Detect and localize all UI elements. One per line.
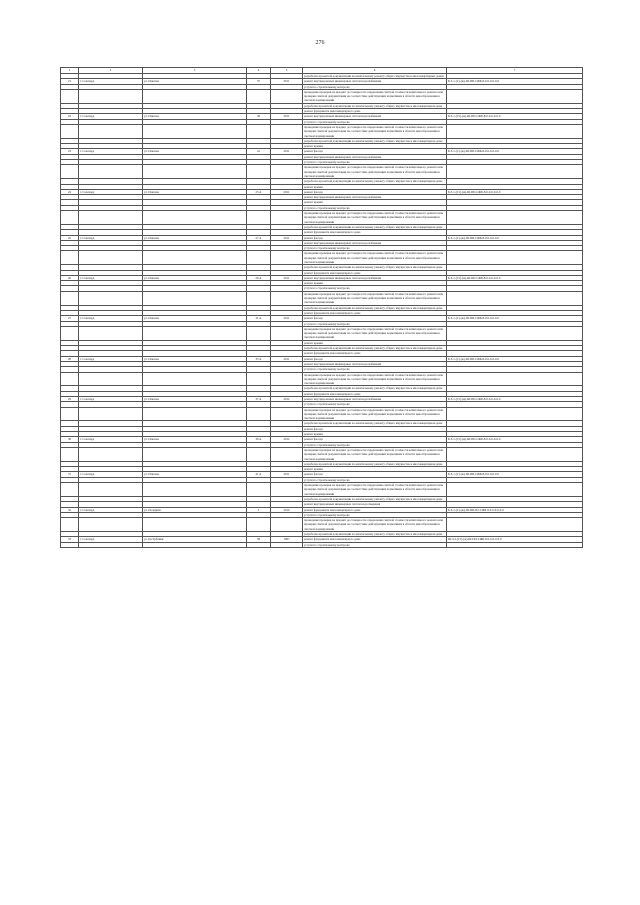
cell-code: Б-3-1-(Ст)-(ж)-Ш-ПП-СЖБ-8-0-0-0-0-0-0 (447, 114, 583, 119)
cell-code (447, 518, 583, 532)
cell-number (61, 89, 79, 103)
cell-work: услуги по строительному контролю (303, 542, 447, 547)
cell-street (143, 483, 247, 497)
cell-number (61, 124, 79, 138)
cell-work: проведение проверки на предмет достоверности определения сметной стоимости капитального ремонта или проверки сметной документации на соответствие действующим нормативам в области ценообразования в сметном нормировании (303, 251, 447, 265)
cell-number: 30 (61, 437, 79, 442)
cell-street: ул. Павлова (143, 316, 247, 321)
cell-work: услуги по строительному контролю (303, 477, 447, 482)
cell-work: ремонт крыши (303, 432, 447, 437)
cell-code (447, 251, 583, 265)
cell-work: ремонт фундамента многоквартирного дома (303, 109, 447, 114)
cell-city: г. Салехард (79, 189, 143, 194)
cell-code (447, 124, 583, 138)
cell-code: Б-3-1-(С)-(ж)-Ш-ПП-СЖБ-8-0-0-0-0-0-0 (447, 316, 583, 321)
cell-city: г. Салехард (79, 472, 143, 477)
cell-street (143, 89, 247, 103)
cell-street (143, 124, 247, 138)
cell-house: 35 А (247, 356, 271, 361)
cell-city (79, 124, 143, 138)
cell-code: Б-3-1-(С)-(ж)-Ш-ПП-СЖБ-8-0-0-0-0-0-0 (447, 235, 583, 240)
col-header: 5 (271, 68, 303, 74)
cell-number: 22 (61, 114, 79, 119)
cell-street (143, 372, 247, 386)
cell-work: ремонт фундамента многоквартирного дома (303, 230, 447, 235)
cell-house: 41 А (247, 472, 271, 477)
cell-number (61, 483, 79, 497)
cell-number: 21 (61, 79, 79, 84)
cell-work: услуги по строительному контролю (303, 402, 447, 407)
cell-street (143, 542, 247, 547)
cell-work: услуги по строительному контролю (303, 246, 447, 251)
cell-work: проведение проверки на предмет достоверности определения сметной стоимости капитального ремонта или проверки сметной документации на соответствие действующим нормативам в области ценообразования в сметном нормировании (303, 124, 447, 138)
cell-year (271, 211, 303, 225)
cell-city (79, 372, 143, 386)
cell-house: 25 А (247, 189, 271, 194)
cell-year (271, 165, 303, 179)
table-body (61, 74, 583, 548)
cell-street (143, 326, 247, 340)
cell-house (247, 518, 271, 532)
cell-work: ремонт фундамента многоквартирного дома (303, 537, 447, 542)
cell-house (247, 165, 271, 179)
cell-city (79, 542, 143, 547)
cell-work: ремонт фундамента многоквартирного дома (303, 310, 447, 315)
cell-work: услуги по строительному контролю (303, 205, 447, 210)
cell-city: г. Салехард (79, 397, 143, 402)
cell-city: г. Салехард (79, 79, 143, 84)
cell-work: разработка проектной документации по капитальному ремонту общего имущества в многоквартирном доме (303, 461, 447, 466)
cell-code: Б-3-1-(С)-(ж)-Ш-ПП-СЖБ-8-0-0-0-0-0-0 (447, 356, 583, 361)
table-row (61, 518, 583, 532)
cell-number (61, 165, 79, 179)
cell-work: разработка проектной документации по капитальному ремонту общего имущества в многоквартирном доме (303, 305, 447, 310)
cell-street: ул. Павлова (143, 472, 247, 477)
cell-work: проведение проверки на предмет достоверности определения сметной стоимости капитального ремонта или проверки сметной документации на соответствие действующим нормативам в области ценообразования в сметном нормировании (303, 483, 447, 497)
cell-code (447, 211, 583, 225)
cell-work: ремонт фасада (303, 356, 447, 361)
cell-house (247, 447, 271, 461)
cell-city: г. Салехард (79, 356, 143, 361)
cell-street: ул. Павлова (143, 114, 247, 119)
cell-street: ул. Павлова (143, 189, 247, 194)
cell-number: 32 (61, 507, 79, 512)
cell-number (61, 211, 79, 225)
cell-work: разработка проектной документации по капитальному ремонту общего имущества в многоквартирном доме (303, 265, 447, 270)
cell-street: ул. Павлова (143, 437, 247, 442)
cell-code (447, 165, 583, 179)
cell-work: проведение проверки на предмет достоверности определения сметной стоимости капитального ремонта или проверки сметной документации на соответствие действующим нормативам в области ценообразования в сметном нормировании (303, 211, 447, 225)
cell-city: г. Салехард (79, 437, 143, 442)
cell-house: 27 А (247, 235, 271, 240)
cell-house: 39 А (247, 437, 271, 442)
cell-work: разработка проектной документации по капитальному ремонту общего имущества в многоквартирном доме (303, 138, 447, 143)
cell-house: 39 (247, 114, 271, 119)
cell-code (447, 542, 583, 547)
cell-street (143, 211, 247, 225)
cell-city: г. Салехард (79, 275, 143, 280)
cell-code: Б-3-1-(Ст)-(ж)-Ш-ПП-СЖБ-8-0-0-0-0-0-0 (447, 397, 583, 402)
cell-code (447, 483, 583, 497)
cell-code: Б-3-1-(Ст)-(ж)-Ш-ПП-СЖБ-8-0-0-0-0-0-0 (447, 437, 583, 442)
cell-work: разработка проектной документации по капитальному ремонту общего имущества в многоквартирном доме (303, 103, 447, 108)
cell-work: ремонт внутридомовых инженерных систем водоснабжения (303, 240, 447, 245)
cell-year: 1997 (271, 537, 303, 542)
cell-work: ремонт фундамента многоквартирного дома (303, 507, 447, 512)
cell-work: ремонт фундамента многоквартирного дома (303, 391, 447, 396)
cell-work: проведение проверки на предмет достоверности определения сметной стоимости капитального ремонта или проверки сметной документации на соответствие действующим нормативам в области ценообразования в сметном нормировании (303, 447, 447, 461)
cell-work: ремонт фасада (303, 426, 447, 431)
cell-house (247, 483, 271, 497)
cell-code: Б-3-1-(Ст)-(ж)-Ш-ПП-СЖБ-8-0-0-0-0-0-0 (447, 189, 583, 194)
col-header: 6 (303, 68, 447, 74)
cell-work: разработка проектной документации по капитальному ремонту общего имущества в многоквартирном доме (303, 496, 447, 501)
cell-year (271, 124, 303, 138)
cell-house (247, 251, 271, 265)
cell-street (143, 407, 247, 421)
cell-year: 2011 (271, 189, 303, 194)
table-row (61, 165, 583, 179)
table-row (61, 542, 583, 547)
cell-number: 23 (61, 149, 79, 154)
cell-house: 29 А (247, 275, 271, 280)
page-number: 276 (315, 40, 325, 46)
cell-number (61, 542, 79, 547)
cell-code (447, 407, 583, 421)
cell-work: ремонт фасада (303, 149, 447, 154)
cell-work: ремонт фасада (303, 189, 447, 194)
cell-street: ул. Павлова (143, 235, 247, 240)
cell-work: ремонт фасада (303, 316, 447, 321)
table-row (61, 124, 583, 138)
cell-number (61, 447, 79, 461)
cell-city (79, 89, 143, 103)
cell-work: услуги по строительному контролю (303, 119, 447, 124)
cell-number: 25 (61, 235, 79, 240)
cell-work: ремонт фундамента многоквартирного дома (303, 270, 447, 275)
cell-work: услуги по строительному контролю (303, 286, 447, 291)
cell-number: 24 (61, 189, 79, 194)
cell-city (79, 165, 143, 179)
cell-year (271, 89, 303, 103)
cell-number (61, 326, 79, 340)
cell-work: услуги по строительному контролю (303, 84, 447, 89)
table-row (61, 483, 583, 497)
cell-code: Б-3-1-(С)-(ж)-Ш-ПП-П2-СЖБ-8-0-0-0-0-0-0 (447, 507, 583, 512)
cell-year: 2012 (271, 397, 303, 402)
table-row (61, 372, 583, 386)
cell-work: разработка проектной документации по капитальному ремонту общего имущества в многоквартирном доме (303, 421, 447, 426)
cell-city: г. Салехард (79, 316, 143, 321)
cell-city (79, 483, 143, 497)
cell-work: ремонт внутридомовых инженерных систем водоснабжения (303, 79, 447, 84)
cell-street: ул. Павлова (143, 356, 247, 361)
cell-work: ремонт крыши (303, 144, 447, 149)
cell-house (247, 326, 271, 340)
table-row (61, 291, 583, 305)
cell-house (247, 372, 271, 386)
cell-number: 27 (61, 316, 79, 321)
cell-work: ремонт внутридомовых инженерных систем водоснабжения (303, 275, 447, 280)
cell-work: ремонт фасада (303, 437, 447, 442)
cell-number (61, 291, 79, 305)
cell-work: проведение проверки на предмет достоверности определения сметной стоимости капитального ремонта или проверки сметной документации на соответствие действующим нормативам в области ценообразования в сметном нормировании (303, 291, 447, 305)
cell-work: ремонт фундамента многоквартирного дома (303, 351, 447, 356)
cell-street: ул. Павлова (143, 275, 247, 280)
cell-street: ул. Республики (143, 537, 247, 542)
cell-work: ремонт внутридомовых инженерных систем водоотведения (303, 502, 447, 507)
cell-year (271, 291, 303, 305)
cell-year: 2010 (271, 507, 303, 512)
table-row (61, 407, 583, 421)
cell-house: 5 (247, 507, 271, 512)
col-header: 2 (79, 68, 143, 74)
cell-city (79, 291, 143, 305)
cell-code: Б-3-1-(С)-(ж)-Ш-ПП-СЖБ-8-0-0-0-0-0-0 (447, 472, 583, 477)
cell-year (271, 483, 303, 497)
cell-number: 26 (61, 275, 79, 280)
cell-street (143, 447, 247, 461)
cell-work: ремонт внутридомовых инженерных систем водоснабжения (303, 195, 447, 200)
col-header: 4 (247, 68, 271, 74)
works-register-table (60, 67, 583, 548)
cell-year (271, 518, 303, 532)
cell-house (247, 542, 271, 547)
table-row (61, 251, 583, 265)
cell-house: 41 (247, 149, 271, 154)
cell-work: ремонт крыши (303, 184, 447, 189)
cell-work: разработка проектной документации на капитальному ремонту общего имущества в многоквартирных домах (303, 74, 447, 79)
cell-work: ремонт внутридомовых инженерных систем водоснабжения (303, 361, 447, 366)
cell-street (143, 291, 247, 305)
cell-year: 2011 (271, 275, 303, 280)
cell-work: разработка проектной документации по капитальному ремонту общего имущества в многоквартирном доме (303, 532, 447, 537)
cell-code (447, 326, 583, 340)
cell-code: Б-3-1-(С)-(ж)-Ш-ПП-СЖБ-8-0-0-0-0-0-0 (447, 149, 583, 154)
cell-house: 37 А (247, 397, 271, 402)
cell-work: проведение проверки на предмет достоверности определения сметной стоимости капитального ремонта или проверки сметной документации на соответствие действующим нормативам в области ценообразования в сметном нормировании (303, 372, 447, 386)
cell-city: г. Салехард (79, 149, 143, 154)
table-row (61, 447, 583, 461)
cell-year: 2011 (271, 79, 303, 84)
cell-house (247, 89, 271, 103)
cell-year: 2011 (271, 149, 303, 154)
cell-work: ремонт внутридомовых инженерных систем водоснабжения (303, 114, 447, 119)
cell-work: ремонт фасада (303, 472, 447, 477)
cell-house: 37 (247, 79, 271, 84)
cell-work: услуги по строительному контролю (303, 160, 447, 165)
cell-work: услуги по строительному контролю (303, 512, 447, 517)
cell-work: разработка проектной документации по капитальному ремонту общего имущества в многоквартирном доме (303, 386, 447, 391)
table-row (61, 326, 583, 340)
cell-work: проведение проверки на предмет достоверности определения сметной стоимости капитального ремонта или проверки сметной документации на соответствие действующим нормативам в области ценообразования в сметном нормировании (303, 518, 447, 532)
cell-city (79, 211, 143, 225)
cell-year: 2011 (271, 114, 303, 119)
cell-street: ул. Полярная (143, 507, 247, 512)
table-row (61, 211, 583, 225)
cell-year: 2011 (271, 235, 303, 240)
cell-work: разработка проектной документации по капитальному ремонту общего имущества в многоквартирном доме (303, 179, 447, 184)
cell-house (247, 407, 271, 421)
cell-street (143, 251, 247, 265)
cell-work: ремонт крыши (303, 467, 447, 472)
cell-work: ремонт внутридомовых инженерных систем водоснабжения (303, 154, 447, 159)
cell-number: 29 (61, 397, 79, 402)
cell-house: 58 (247, 537, 271, 542)
cell-house: 31 А (247, 316, 271, 321)
cell-number: 31 (61, 472, 79, 477)
cell-year (271, 407, 303, 421)
cell-work: проведение проверки на предмет достоверности определения сметной стоимости капитального ремонта или проверки сметной документации на соответствие действующим нормативам в области ценообразования в сметном нормировании (303, 165, 447, 179)
cell-number: 33 (61, 537, 79, 542)
cell-city: г. Салехард (79, 507, 143, 512)
cell-street: ул. Павлова (143, 79, 247, 84)
cell-house (247, 124, 271, 138)
cell-work: проведение проверки на предмет достоверности определения сметной стоимости капитального ремонта или проверки сметной документации на соответствие действующим нормативам в области ценообразования в сметном нормировании (303, 89, 447, 103)
cell-work: услуги по строительному контролю (303, 321, 447, 326)
cell-city (79, 407, 143, 421)
cell-code (447, 291, 583, 305)
cell-code (447, 447, 583, 461)
cell-work: проведение проверки на предмет достоверности определения сметной стоимости капитального ремонта или проверки сметной документации на соответствие действующим нормативам в области ценообразования в сметном нормировании (303, 407, 447, 421)
cell-year: 2011 (271, 472, 303, 477)
cell-city (79, 326, 143, 340)
cell-number (61, 251, 79, 265)
cell-street (143, 518, 247, 532)
cell-house (247, 211, 271, 225)
cell-year (271, 542, 303, 547)
cell-work: ремонт крыши (303, 340, 447, 345)
cell-city: г. Салехард (79, 537, 143, 542)
col-header: 7 (447, 68, 583, 74)
cell-code: Б-3-1-(С)-(ж)-Ш-ПП-СЖБ-8-0-0-0-0-0-0 (447, 79, 583, 84)
cell-city (79, 447, 143, 461)
cell-work: услуги по строительному контролю (303, 367, 447, 372)
cell-work: разработка проектной документации по капитальному ремонту общего имущества в многоквартирном доме (303, 346, 447, 351)
cell-year (271, 447, 303, 461)
cell-city (79, 251, 143, 265)
cell-city: г. Салехард (79, 235, 143, 240)
cell-number (61, 518, 79, 532)
col-header: 3 (143, 68, 247, 74)
cell-year: 2012 (271, 437, 303, 442)
cell-city: г. Салехард (79, 114, 143, 119)
cell-house (247, 291, 271, 305)
cell-year (271, 372, 303, 386)
cell-city (79, 518, 143, 532)
cell-year (271, 326, 303, 340)
cell-work: проведение проверки на предмет достоверности определения сметной стоимости капитального ремонта или проверки сметной документации на соответствие действующим нормативам в области ценообразования в сметном нормировании (303, 326, 447, 340)
cell-year: 2011 (271, 356, 303, 361)
cell-work: ремонт крыши (303, 200, 447, 205)
cell-number (61, 372, 79, 386)
col-header: 1 (61, 68, 79, 74)
cell-work: ремонт внутридомовых инженерных систем водоснабжения (303, 397, 447, 402)
cell-work: разработка проектной документации по капитальному ремонту общего имущества в многоквартирном доме (303, 224, 447, 229)
cell-work: услуги по строительному контролю (303, 442, 447, 447)
cell-work: ремонт крыши (303, 281, 447, 286)
cell-street: ул. Павлова (143, 397, 247, 402)
table-row (61, 89, 583, 103)
cell-year: 2011 (271, 316, 303, 321)
cell-year (271, 251, 303, 265)
cell-work: ремонт фасада (303, 235, 447, 240)
cell-street (143, 165, 247, 179)
cell-street: ул. Павлова (143, 149, 247, 154)
cell-number: 28 (61, 356, 79, 361)
cell-number (61, 407, 79, 421)
cell-code: Б-3-1-(Ст)-(ж)-Ш-ПП-СЖБ-8-0-0-0-0-0-0 (447, 275, 583, 280)
cell-code (447, 372, 583, 386)
cell-code (447, 89, 583, 103)
cell-code: Ш-3-2-(Ст)-(ж)-Ш-ПП-СЖБ-8-0-0-0-0-0-0 (447, 537, 583, 542)
